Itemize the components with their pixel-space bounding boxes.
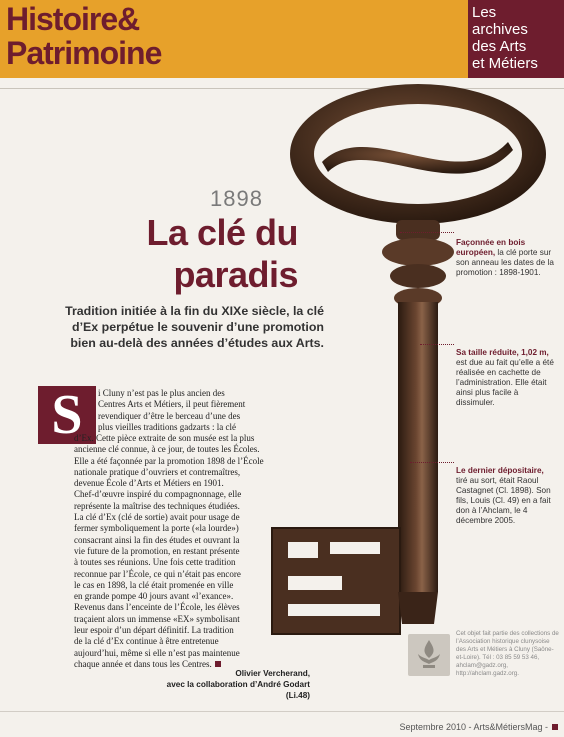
caption-holder-bold: Le dernier dépositaire, [456,466,544,475]
body-line: Elle a été façonnée par la promotion 1898 de l’École [74,455,264,466]
body-line: ancienne clé connue, à ce jour, de toutes les Écoles. [74,444,260,455]
collection-note: Cet objet fait partie des collections de l’Association historique clunysoise des Arts et Métiers à Cluny (Saône-et-Loire). Tél : 03 85 59 53 46, ahclam@gadz.org, http://ahclam.gadz.org. [456,630,559,677]
fleur-emblem-icon [408,634,450,676]
footer-square-icon [552,724,558,730]
article-title-line2: paradis [173,254,298,295]
article-title-line1: La clé du [146,212,298,253]
body-line: à toutes ses réunions. Une fois cette tradition [74,557,236,568]
key-bow [290,84,546,224]
body-line: revendiquer d’être le berceau d’une des [98,410,241,421]
body-line: vie future de la promotion, en restant présente [74,545,240,556]
caption2-leader [420,344,454,345]
caption1-leader [400,232,454,233]
body-line: Revenus dans l’enceinte de l’École, les élèves [74,602,240,613]
year-label: 1898 [210,186,263,211]
key-shaft [398,302,438,592]
author-name: Olivier Vercherand, [235,669,310,678]
body-line: reconnue par l’École, ce qui n’était pas encore [74,568,241,579]
body-line: plus vieilles traditions gadzarts : la clé [98,421,236,432]
body-line: La clé d’Ex (clé de sortie) avait pour usage de [74,512,240,523]
body-line: fermer symboliquement la porte («la lourde») [74,523,239,534]
caption-size-text: est due au fait qu’elle a été réalisée en cachette de l’administration. Elle était ainsi plus facile à dissimuler. [456,358,554,407]
body-line: d’Ex. Cette pièce extraite de son musée est la plus [74,433,255,443]
body-line: devenue École d’Arts et Métiers en 1901. [74,478,224,489]
page-footer [399,722,558,732]
author-credit [150,668,310,701]
end-of-article-mark [215,661,221,667]
article-lead: Tradition initiée à la fin du XIXe siècle, la clé d’Ex perpétue le souvenir d’une promotion bien au-delà des années d’études aux Arts. [65,304,324,350]
section-title-line2: Patrimoine [6,35,162,71]
archives-label [472,4,562,72]
body-line: i Cluny n’est pas le plus ancien des [98,388,225,398]
body-line: aujourd’hui, même si elle n’est pas maintenue [74,647,240,658]
caption-material-bold: Façonnée en bois européen, [456,238,526,257]
caption-material [456,238,556,278]
caption-holder [456,466,556,526]
caption-size-bold: Sa taille réduite, 1,02 m, [456,348,549,357]
key-tip [398,592,438,624]
body-line: consacrant ainsi la fin des études et ouvrant la [74,534,240,545]
body-line: le cas en 1898, la clé était promenée en ville [74,579,234,590]
caption-material-text: la clé porte sur son anneau les dates de la promotion : 1898-1901. [456,248,554,277]
body-paragraph-continued [74,433,306,670]
caption-size [456,348,556,408]
body-line: Chef-d’œuvre inspiré du compagnonnage, elle [74,489,242,500]
body-line: traçaient alors un immense «EX» symbolisant [74,613,240,624]
author-collaboration: avec la collaboration d’André Godart (Li.48) [166,680,310,700]
section-title-line1: Histoire& [6,1,140,37]
body-line: en grande pompe 40 jours avant «l’exance». [74,591,234,602]
caption-holder-text: tiré au sort, était Raoul Castagnet (Cl. 1898). Son fils, Louis (Cl. 49) en a fait don à l’Ahclam, le 4 décembre 2005. [456,476,551,525]
archives-line4: et Métiers [472,55,538,72]
body-last-text: chaque année et dans tous les Centres. [74,658,212,669]
body-line: de la clé d’Ex continue à être entretenue [74,636,219,647]
key-collar [382,220,454,308]
footer-rule [0,711,564,712]
caption3-leader [410,462,454,463]
footer-text: Septembre 2010 - Arts&MétiersMag - [399,722,548,732]
body-line: leur espoir d’un départ définitif. La tradition [74,625,234,636]
archives-line3: des Arts [472,38,527,55]
ahclam-logo [408,634,450,676]
body-paragraph-start [98,388,308,433]
drop-cap: S [38,386,96,444]
body-line: Centres Arts et Métiers, il peut fièrement [98,399,246,410]
archives-line1: Les [472,4,497,21]
body-line: nationale pratique d’ouvriers et contremaîtres, [74,466,241,477]
archives-line2: archives [472,21,528,38]
body-line: représente la maîtrise des techniques étudiées. [74,500,240,511]
